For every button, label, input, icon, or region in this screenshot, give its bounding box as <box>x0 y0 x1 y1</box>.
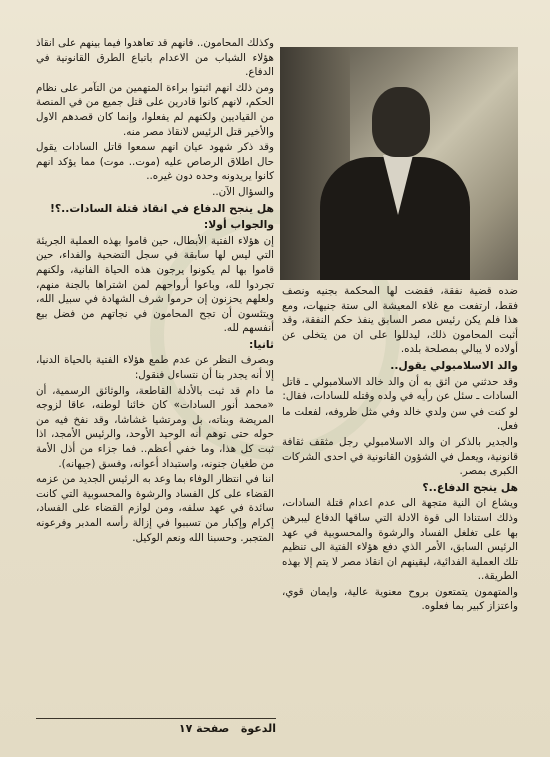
paragraph: ما دام قد ثبت بالأدلة القاطعة، والوثائق الرسمية، أن «محمد أنور السادات» كان خائنا لوطنه، عاقا لزوجه المريضة وبناته، بل ومرتشيا غشاشا، وقد نفخ فيه من حوله حتى توهم أنه الوحيد الأوحد، والرئيس الأمجد، اذا ثبت كل هذا، وما خفي أعظم.. فما جزاء من أذل الأمة من طغيان جنونه، واستبداد أعوانه، وفسق (جيهانه). <box>36 384 274 470</box>
paragraph: وقد حدثني من اثق به أن والد خالد الاسلامبولي ـ قاتل السادات ـ سئل عن رأيه في ولده وقتله للسادات، فقال: <box>282 375 518 403</box>
portrait-photo <box>280 47 518 280</box>
paragraph: وبصرف النظر عن عدم طمع هؤلاء الفتية بالحياة الدنيا، إلا أنه يجدر بنا أن نتساءل فنقول: <box>36 354 274 382</box>
paragraph: والمتهمون يتمتعون بروح معنوية عالية، وايمان قوي، واعتزاز كبير بما فعلوه. <box>282 585 518 613</box>
paragraph: والجدير بالذكر ان والد الاسلامبولي رجل مثقف ثقافة قانونية، ويعمل في الشؤون القانونية في احدى الشركات الكبرى بمصر. <box>282 435 518 478</box>
paragraph: والسؤال الآن.. <box>212 185 274 198</box>
page-number: صفحة ١٧ <box>178 722 230 735</box>
intro-paragraph: وكذلك المحامون.. فانهم قد تعاهدوا فيما بينهم على انقاذ هؤلاء الشباب من الاعدام باتباع الطرق القانونية في الدفاع. <box>36 37 274 79</box>
second-heading: ثانيا: <box>249 337 274 351</box>
paragraph: اننا في انتظار الوفاء بما وعد به الرئيس الجديد من عزمه القضاء على كل الفساد والرشوة والمحسوبية التي كانت سائدة في عهد سلفه، ومن لوازم القضاء على الفساد، إكرام وإكبار من تسببوا في إزالة رأسه المدبر وفرعونه المتجبر. وحسبنا الله ونعم الوكيل. <box>36 473 274 544</box>
paragraph: ضده قضية نفقة، فقضت لها المحكمة بجنيه ونصف فقط، ارتفعت مع غلاء المعيشة الى ستة جنيهات، ومع هذا فلم يكن رئيس مصر السابق ينفذ حكم النفقة، وقد أثبت المحامون ذلك، ليدللوا على ان من يتخلى عن أولاده لا يبالي بمصلحة بلده. <box>282 285 518 356</box>
left-top-column <box>36 36 274 546</box>
paragraph: إن هؤلاء الفتية الأبطال، حين قاموا بهذه العملية الجريئة التي ليس لها سابقة في سجل التضحية والفداء، حين قاموا بها لم يكونوا يرجون هذه الحياة الفانية، ولكنهم تجردوا لله، وباعوا أرواحهم لمن اشتراها بالجنة منهم، ولعلهم يحزنون إن حرموا شرف الشهادة في سبيل الله، ويتئسون أن تجح المحامون في نجاتهم من فضل بيع أنفسهم لله. <box>36 234 274 335</box>
answer-heading: والجواب أولا: <box>203 218 274 232</box>
father-quote: لو كنت في سن ولدي خالد وفي مثل ظروفه، لفعلت ما فعل. <box>282 405 518 433</box>
magazine-name: الدعوة <box>240 722 276 735</box>
right-bottom-column <box>282 284 518 615</box>
photo-figure-head <box>372 87 430 157</box>
page-footer <box>36 718 276 744</box>
paragraph: ويشاع ان النية متجهة الى عدم اعدام قتلة السادات، وذلك استنادا الى قوة الادلة التي ساقها الدفاع ليبرهن بها على تغلغل الفساد والرشوة والمحسوبية في عهد الرئيس السابق، الأمر الذي دفع هؤلاء الفتية الى تنظيم تلك العملية الفدائية، ليقينهم ان انقاذ مصر لا يتم إلا بهذه الطريقة.. <box>282 497 518 583</box>
success-heading: هل ينجح الدفاع..؟ <box>422 480 518 494</box>
paragraph: وقد ذكر شهود عيان انهم سمعوا قاتل السادات يقول حال اطلاق الرصاص عليه (موت.. موت) مما يؤكد انهم كانوا يريدونه وحده دون غيره.. <box>36 141 274 183</box>
father-heading: والد الاسلامبولي يقول.. <box>390 358 518 372</box>
question-heading: هل ينجح الدفاع في انقاذ قتلة السادات..؟! <box>49 201 274 215</box>
paragraph: ومن ذلك انهم اثبتوا براءة المتهمين من التآمر على نظام الحكم، لانهم كانوا قادرين على قتل جميع من في المنصة من القياديين ولكنهم لم يفعلوا، وإنما كان قصدهم الاول والأخير قتل الرئيس لانقاذ مصر منه. <box>36 81 274 138</box>
